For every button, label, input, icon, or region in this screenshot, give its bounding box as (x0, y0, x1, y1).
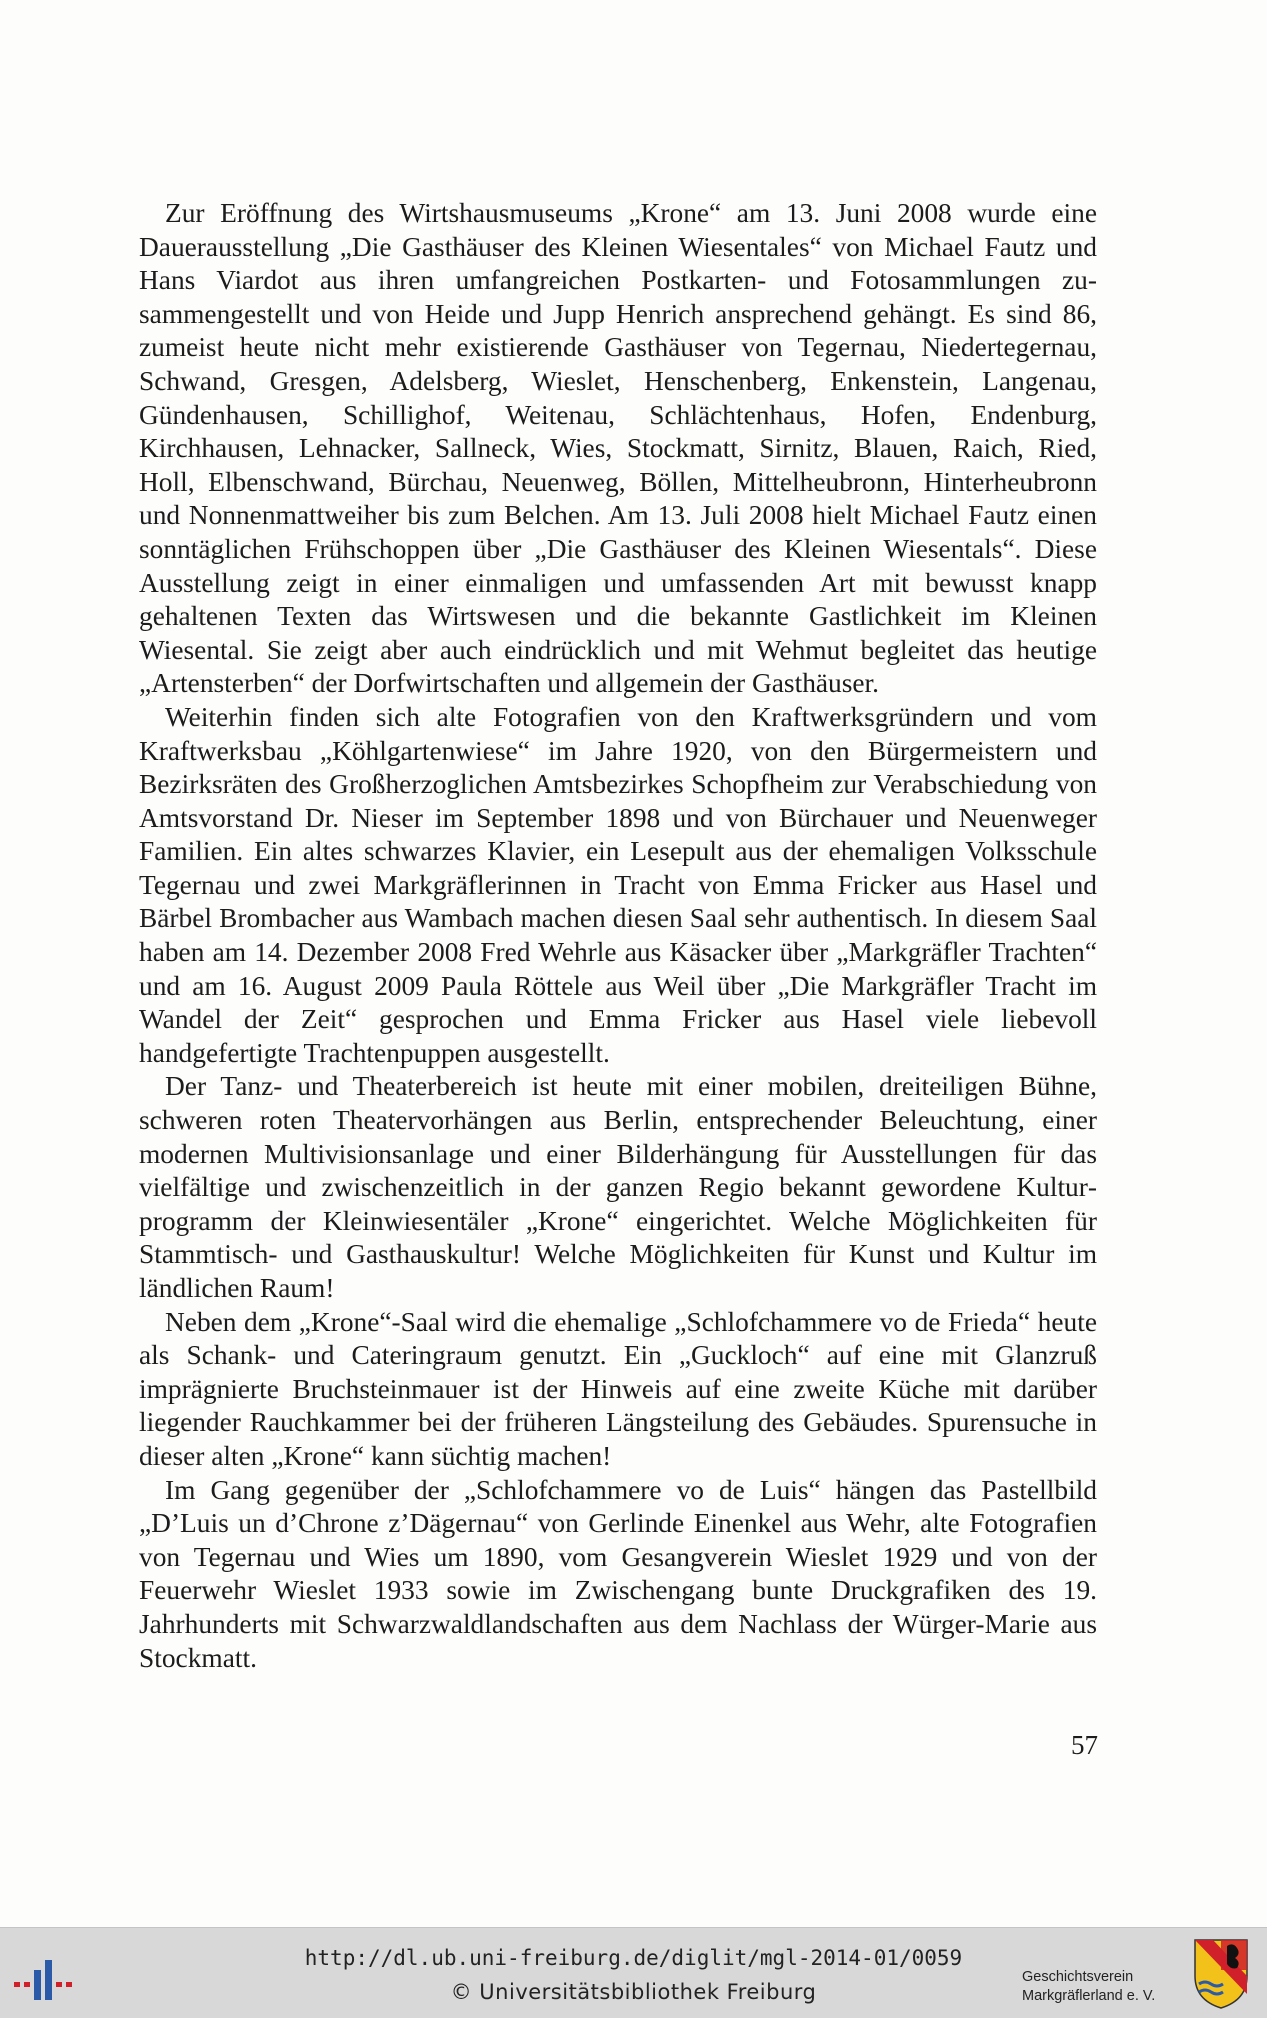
footer-copyright: © Universitätsbibliothek Freiburg (450, 1980, 817, 2004)
body-text (139, 197, 1097, 1675)
society-name (1022, 1968, 1155, 2006)
society-line-2: Markgräflerland e. V. (1022, 1988, 1156, 2004)
footer-url-link[interactable]: http://dl.ub.uni-freiburg.de/diglit/mgl-2014-01/0059 (304, 1946, 963, 1970)
paragraph: Zur Eröffnung des Wirtshausmuseums „Krone“ am 13. Juni 2008 wurde eine Dauerausstellung „Die Gasthäuser des Kleinen Wiesentales“ von Michael Fautz und Hans Viardot aus ihren umfangreichen Postkarten- und Fotosammlungen zusammengestellt und von Heide und Jupp Henrich ansprechend gehängt. Es sind 86, zumeist heute nicht mehr existierende Gasthäuser von Tegernau, Niedertegernau, Schwand, Gresgen, Adelsberg, Wieslet, Henschenberg, Enkenstein, Langenau, Gündenhausen, Schillighof, Weitenau, Schlächtenhaus, Hofen, Endenburg, Kirchhausen, Lehnacker, Sallneck, Wies, Stockmatt, Sirnitz, Blauen, Raich, Ried, Holl, Elbenschwand, Bürchau, Neuenweg, Böllen, Mittelheubronn, Hinterheubronn und Nonnenmattweiher bis zum Belchen. Am 13. Juli 2008 hielt Michael Fautz einen sonntäglichen Frühschoppen über „Die Gasthäuser des Kleinen Wiesentals“. Diese Ausstellung zeigt in einer einmaligen und umfassenden Art mit bewusst knapp gehaltenen Texten das Wirtswesen und die bekannte Gastlichkeit im Kleinen Wiesental. Sie zeigt aber auch eindrücklich und mit Wehmut begleitet das heutige „Artensterben“ der Dorfwirtschaften und allgemein der Gasthäuser. (139, 198, 1097, 699)
society-line-1: Geschichtsverein (1022, 1969, 1134, 1985)
coat-of-arms-icon (1191, 1936, 1251, 2010)
paragraph: Weiterhin finden sich alte Fotografien von den Kraftwerksgründern und vom Kraftwerksbau „Köhlgartenwiese“ im Jahre 1920, von den Bürgermeistern und Bezirksräten des Großherzoglichen Amtsbezirkes Schopfheim zur Verabschiedung von Amtsvorstand Dr. Nieser im September 1898 und von Bürchauer und Neuenweger Familien. Ein altes schwarzes Klavier, ein Lesepult aus der ehemaligen Volksschule Tegernau und zwei Markgräflerinnen in Tracht von Emma Fricker aus Hasel und Bärbel Brombacher aus Wambach machen diesen Saal sehr authentisch. In diesem Saal haben am 14. Dezember 2008 Fred Wehrle aus Käsacker über „Markgräfler Trachten“ und am 16. August 2009 Paula Röttele aus Weil über „Die Markgräfler Tracht im Wandel der Zeit“ gesprochen und Emma Fricker aus Hasel viele liebevoll handgefertigte Trachtenpuppen ausgestellt. (139, 701, 1097, 1068)
footer-bar (0, 1927, 1267, 2018)
paragraph: Der Tanz- und Theaterbereich ist heute mit einer mobilen, dreiteiligen Bühne, schweren roten Theatervorhängen aus Berlin, entsprechender Beleuchtung, einer modernen Multivisionsanlage und einer Bilderhängung für Ausstellungen für das vielfältige und zwischenzeitlich in der ganzen Regio bekannt gewordene Kulturprogramm der Kleinwiesentäler „Krone“ eingerichtet. Welche Möglichkeiten für Stammtisch- und Gasthauskultur! Welche Möglichkeiten für Kunst und Kultur im ländlichen Raum! (139, 1071, 1097, 1303)
paragraph: Im Gang gegenüber der „Schlofchammere vo de Luis“ hängen das Pastellbild „D’Luis un d’Chrone z’Dägernau“ von Gerlinde Einenkel aus Wehr, alte Fotografien von Tegernau und Wies um 1890, vom Gesangverein Wieslet 1929 und von der Feuerwehr Wieslet 1933 sowie im Zwischengang bunte Druckgrafiken des 19. Jahrhunderts mit Schwarzwaldlandschaften aus dem Nachlass der Würger-Marie aus Stockmatt. (139, 1474, 1097, 1673)
paragraph: Neben dem „Krone“-Saal wird die ehemalige „Schlofchammere vo de Frieda“ heute als Schank- und Cateringraum genutzt. Ein „Guckloch“ auf eine mit Glanzruß imprägnierte Bruchsteinmauer ist der Hinweis auf eine zweite Küche mit darüber liegender Rauchkammer bei der früheren Längsteilung des Gebäudes. Spurensuche in dieser alten „Krone“ kann süchtig machen! (139, 1306, 1097, 1471)
page-number: 57 (1071, 1730, 1098, 1760)
